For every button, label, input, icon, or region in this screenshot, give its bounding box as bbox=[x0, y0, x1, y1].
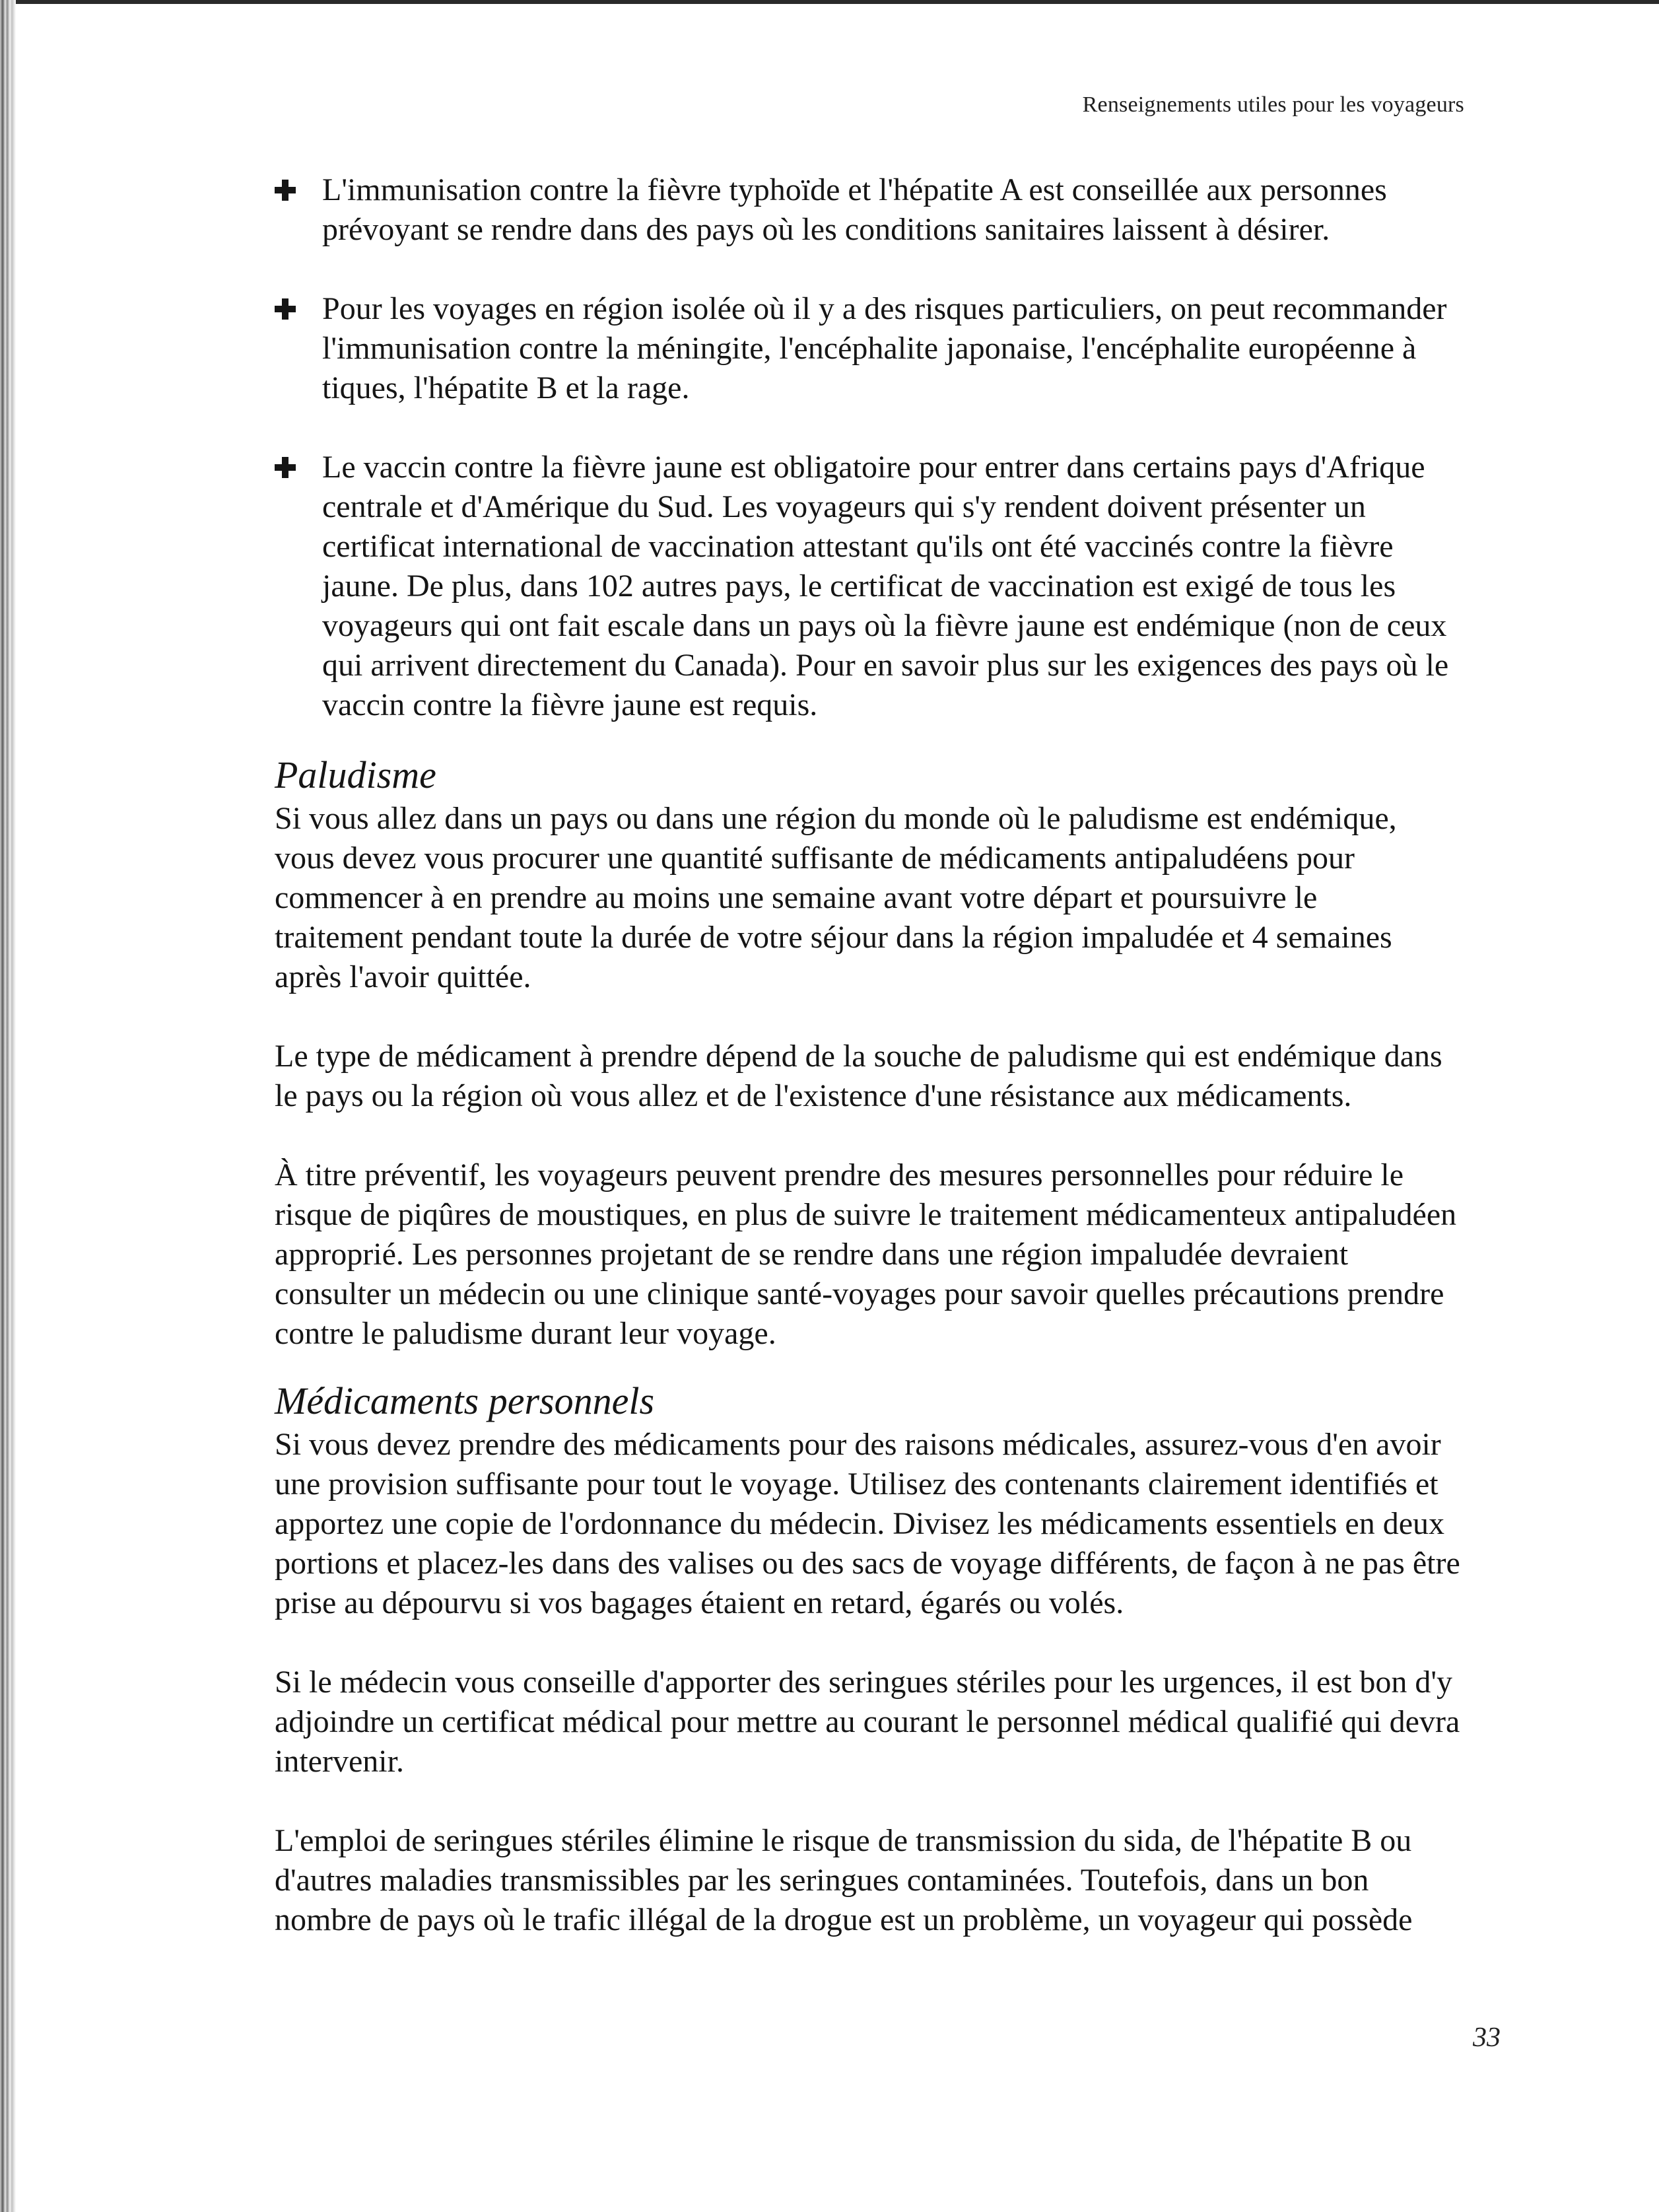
text-line: vaccin contre la fièvre jaune est requis. bbox=[322, 687, 818, 722]
text-line: après l'avoir quittée. bbox=[275, 959, 531, 994]
text-line: À titre préventif, les voyageurs peuvent prendre des mesures personnelles pour réduire le bbox=[275, 1158, 1404, 1192]
text-line: intervenir. bbox=[275, 1744, 404, 1779]
text-line: voyageurs qui ont fait escale dans un pays où la fièvre jaune est endémique (non de ceux bbox=[322, 608, 1447, 643]
text-line: risque de piqûres de moustiques, en plus de suivre le traitement médicamenteux antipaludéen bbox=[275, 1197, 1457, 1232]
text-line: prise au dépourvu si vos bagages étaient en retard, égarés ou volés. bbox=[275, 1585, 1124, 1620]
bullet-item-remote-regions bbox=[275, 289, 1493, 408]
text-line: traitement pendant toute la durée de votre séjour dans la région impaludée et 4 semaines bbox=[275, 920, 1392, 955]
text-line: Pour les voyages en région isolée où il y a des risques particuliers, on peut recommander bbox=[322, 291, 1447, 326]
plus-bullet-icon bbox=[275, 180, 296, 201]
text-line: centrale et d'Amérique du Sud. Les voyageurs qui s'y rendent doivent présenter un bbox=[322, 489, 1366, 524]
text-line: certificat international de vaccination attestant qu'ils ont été vaccinés contre la fièvre bbox=[322, 529, 1394, 564]
text-line: nombre de pays où le trafic illégal de la drogue est un problème, un voyageur qui possède bbox=[275, 1902, 1413, 1937]
text-line: vous devez vous procurer une quantité suffisante de médicaments antipaludéens pour bbox=[275, 841, 1355, 876]
text-line: L'emploi de seringues stériles élimine le risque de transmission du sida, de l'hépatite B ou bbox=[275, 1823, 1412, 1858]
text-line: jaune. De plus, dans 102 autres pays, le certificat de vaccination est exigé de tous les bbox=[322, 569, 1396, 604]
text-line: Si vous allez dans un pays ou dans une région du monde où le paludisme est endémique, bbox=[275, 801, 1397, 836]
section-heading: Médicaments personnels bbox=[275, 1379, 655, 1422]
text-line: consulter un médecin ou une clinique santé-voyages pour savoir quelles précautions prendre bbox=[275, 1276, 1444, 1311]
bullet-item-yellow-fever bbox=[275, 448, 1493, 725]
page-number: 33 bbox=[1473, 2022, 1501, 2053]
text-line: portions et placez-les dans des valises ou des sacs de voyage différents, de façon à ne pas être bbox=[275, 1546, 1460, 1581]
text-line: contre le paludisme durant leur voyage. bbox=[275, 1316, 776, 1351]
scan-left-edge bbox=[0, 0, 16, 2212]
text-line: l'immunisation contre la méningite, l'encéphalite japonaise, l'encéphalite européenne à bbox=[322, 331, 1417, 366]
text-line: qui arrivent directement du Canada). Pour en savoir plus sur les exigences des pays où le bbox=[322, 648, 1449, 683]
text-line: Le vaccin contre la fièvre jaune est obligatoire pour entrer dans certains pays d'Afrique bbox=[322, 450, 1425, 485]
text-line: Si vous devez prendre des médicaments pour des raisons médicales, assurez-vous d'en avoir bbox=[275, 1427, 1441, 1462]
text-line: le pays ou la région où vous allez et de l'existence d'une résistance aux médicaments. bbox=[275, 1078, 1352, 1113]
section-paludisme bbox=[275, 751, 1493, 1354]
paragraph bbox=[275, 1156, 1493, 1354]
page-content bbox=[275, 170, 1493, 1940]
bullet-text bbox=[322, 170, 1493, 250]
bullet-item-typhoid bbox=[275, 170, 1493, 250]
text-line: Si le médecin vous conseille d'apporter des seringues stériles pour les urgences, il est bon d'y bbox=[275, 1665, 1452, 1700]
paragraph bbox=[275, 1037, 1493, 1116]
section-heading: Paludisme bbox=[275, 753, 436, 796]
plus-bullet-icon bbox=[275, 457, 296, 478]
running-header: Renseignements utiles pour les voyageurs bbox=[1082, 92, 1464, 117]
text-line: une provision suffisante pour tout le voyage. Utilisez des contenants clairement identifiés et bbox=[275, 1467, 1439, 1502]
text-line: approprié. Les personnes projetant de se rendre dans une région impaludée devraient bbox=[275, 1237, 1349, 1272]
text-line: prévoyant se rendre dans des pays où les conditions sanitaires laissent à désirer. bbox=[322, 212, 1330, 247]
bullet-text bbox=[322, 448, 1493, 725]
text-line: commencer à en prendre au moins une semaine avant votre départ et poursuivre le bbox=[275, 880, 1318, 915]
paragraph bbox=[275, 1425, 1493, 1623]
bullet-text bbox=[322, 289, 1493, 408]
text-line: apportez une copie de l'ordonnance du médecin. Divisez les médicaments essentiels en deux bbox=[275, 1506, 1445, 1541]
text-line: Le type de médicament à prendre dépend de la souche de paludisme qui est endémique dans bbox=[275, 1039, 1442, 1074]
bullet-list bbox=[275, 170, 1493, 725]
paragraph bbox=[275, 1663, 1493, 1781]
paragraph bbox=[275, 799, 1493, 997]
text-line: adjoindre un certificat médical pour mettre au courant le personnel médical qualifié qui devra bbox=[275, 1704, 1460, 1739]
section-medicaments-personnels bbox=[275, 1377, 1493, 1940]
plus-bullet-icon bbox=[275, 298, 296, 320]
scan-top-edge bbox=[0, 0, 1659, 4]
paragraph bbox=[275, 1821, 1493, 1940]
text-line: tiques, l'hépatite B et la rage. bbox=[322, 370, 690, 405]
text-line: d'autres maladies transmissibles par les seringues contaminées. Toutefois, dans un bon bbox=[275, 1863, 1369, 1898]
text-line: L'immunisation contre la fièvre typhoïde et l'hépatite A est conseillée aux personnes bbox=[322, 172, 1387, 207]
